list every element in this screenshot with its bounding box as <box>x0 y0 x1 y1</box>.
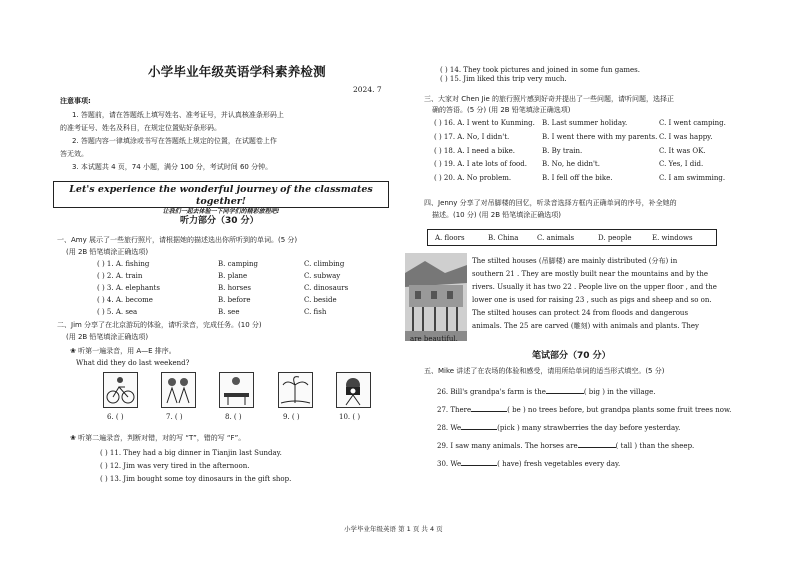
word-option: D. people <box>598 234 632 242</box>
option-b[interactable]: B. see <box>218 308 240 316</box>
passage-line: rivers. Usually it has two 22 . People live on the upper floor , and the <box>472 283 717 291</box>
part2-instruction: 二、Jim 分享了在北京游玩的体验，请听录音，完成任务。(10 分) <box>57 321 262 329</box>
fill-post: ( be ) no trees before, but grandpa plants some fruit trees now. <box>507 406 732 414</box>
option-c[interactable]: C. It was OK. <box>659 147 706 155</box>
option-a[interactable]: ( ) 5. A. sea <box>97 308 138 316</box>
passage-line: animals. The 25 are carved (雕刻) with animals and plants. They <box>472 322 699 330</box>
fill-item <box>437 424 680 433</box>
option-a[interactable]: ( ) 1. A. fishing <box>97 260 150 268</box>
part2-question: What did they do last weekend? <box>76 359 190 367</box>
part2-note: (用 2B 铅笔填涂正确选项) <box>66 333 149 341</box>
part1-instruction: 一、Amy 展示了一些旅行照片，请根据她的描述选出你所听到的单词。(5 分) <box>57 236 298 244</box>
word-option: A. floors <box>435 234 465 242</box>
picture-dinner-icon <box>219 372 254 408</box>
word-option: E. windows <box>652 234 693 242</box>
part1-note: (用 2B 铅笔填涂正确选项) <box>66 248 149 256</box>
fill-post: (pick ) many strawberries the day before yesterday. <box>497 424 681 432</box>
answer-blank[interactable] <box>461 429 497 430</box>
option-b[interactable]: B. Last summer holiday. <box>542 119 628 127</box>
tf-item[interactable]: ( ) 12. Jim was very tired in the afternoon. <box>100 462 250 470</box>
option-b[interactable]: B. I went there with my parents. <box>542 133 658 141</box>
option-a[interactable]: ( ) 18. A. I need a bike. <box>434 147 515 155</box>
fill-post: ( big ) in the village. <box>583 388 656 396</box>
picture-beach-icon <box>278 372 313 408</box>
part2-sub2: ❀ 听第二遍录音，判断对错，对的写 “T”，错的写 “F”。 <box>70 434 246 442</box>
word-option: C. animals <box>537 234 575 242</box>
part4-instruction: 四、Jenny 分享了对吊脚楼的回忆，听录音选择方框内正确单词的序号，补全她的 <box>424 199 677 207</box>
answer-blank[interactable] <box>578 447 616 448</box>
fill-pre: 26. Bill's grandpa's farm is the <box>437 388 546 396</box>
tf-item[interactable]: ( ) 15. Jim liked this trip very much. <box>440 75 567 83</box>
option-a[interactable]: ( ) 17. A. No, I didn't. <box>434 133 510 141</box>
note-line: 1. 答题前，请在答题纸上填写姓名、准考证号，并认真核准条形码上 <box>72 111 284 119</box>
word-option: B. China <box>488 234 519 242</box>
option-c[interactable]: C. dinosaurs <box>304 284 349 292</box>
writing-heading: 笔试部分（70 分） <box>532 351 611 361</box>
option-b[interactable]: B. before <box>218 296 251 304</box>
option-c[interactable]: C. fish <box>304 308 327 316</box>
tf-item[interactable]: ( ) 14. They took pictures and joined in some fun games. <box>440 66 640 74</box>
banner-english: Let's experience the wonderful journey of the classmates together! <box>69 184 373 207</box>
page-footer: 小学毕业年级英语 第 1 页 共 4 页 <box>344 525 443 533</box>
part3-instruction: 三、大家对 Chen Jie 的旅行照片感到好奇并提出了一些问题，请听问题，选择正 <box>424 95 675 103</box>
option-b[interactable]: B. I fell off the bike. <box>542 174 613 182</box>
part5-instruction: 五、Mike 讲述了在农场的体验和感受，请用所给单词的适当形式填空。(5 分) <box>424 367 665 375</box>
option-c[interactable]: C. Yes, I did. <box>659 160 704 168</box>
fill-item <box>437 388 656 397</box>
fill-item <box>437 442 694 451</box>
word-bank-box <box>427 229 717 246</box>
fill-pre: 29. I saw many animals. The horses are <box>437 442 578 450</box>
tf-item[interactable]: ( ) 11. They had a big dinner in Tianjin last Sunday. <box>100 449 282 457</box>
option-a[interactable]: ( ) 3. A. elephants <box>97 284 160 292</box>
part3-instruction-cont: 确的答语。(5 分) (用 2B 铅笔填涂正确选项) <box>432 106 571 114</box>
option-b[interactable]: B. No, he didn't. <box>542 160 600 168</box>
fill-pre: 28. We <box>437 424 462 432</box>
picture-friends-icon <box>161 372 196 408</box>
part2-sub1: ❀ 听第一遍录音，用 A—E 排序。 <box>70 347 176 355</box>
answer-blank[interactable] <box>471 411 507 412</box>
listening-heading: 听力部分（30 分） <box>180 216 259 226</box>
fill-post: ( have) fresh vegetables every day. <box>497 460 621 468</box>
option-a[interactable]: ( ) 20. A. No problem. <box>434 174 512 182</box>
answer-blank[interactable] <box>461 465 497 466</box>
option-c[interactable]: C. I went camping. <box>659 119 726 127</box>
exam-date: 2024. 7 <box>353 85 382 94</box>
passage-line: lower one is used for raising 23 , such as pigs and sheep and so on. <box>472 296 712 304</box>
option-b[interactable]: B. By train. <box>542 147 583 155</box>
option-c[interactable]: C. subway <box>304 272 341 280</box>
option-a[interactable]: ( ) 2. A. train <box>97 272 143 280</box>
option-a[interactable]: ( ) 16. A. I went to Kunming. <box>434 119 535 127</box>
note-line: 2. 答题内容一律填涂或书写在答题纸上规定的位置，在试题卷上作 <box>72 137 277 145</box>
option-a[interactable]: ( ) 19. A. I ate lots of food. <box>434 160 527 168</box>
option-c[interactable]: C. I was happy. <box>659 133 713 141</box>
passage-line: are beautiful. <box>410 335 458 343</box>
option-c[interactable]: C. climbing <box>304 260 345 268</box>
option-b[interactable]: B. camping <box>218 260 259 268</box>
tf-item[interactable]: ( ) 13. Jim bought some toy dinosaurs in the gift shop. <box>100 475 292 483</box>
fill-pre: 27. There <box>437 406 472 414</box>
note-line: 3. 本试题共 4 页，74 小题，满分 100 分，考试时间 60 分钟。 <box>72 163 273 171</box>
fill-post: ( tall ) than the sheep. <box>615 442 695 450</box>
pic-answer-7[interactable]: 7. ( ) <box>166 413 183 421</box>
option-c[interactable]: C. I am swimming. <box>659 174 726 182</box>
part4-instruction-cont: 描述。(10 分) (用 2B 铅笔填涂正确选项) <box>432 211 561 219</box>
pic-answer-10[interactable]: 10. ( ) <box>339 413 361 421</box>
banner-chinese: 让我们一起去体验一下同学们的精彩旅程吧! <box>162 208 280 215</box>
stilted-house-photo <box>405 253 467 341</box>
theme-banner <box>53 181 389 215</box>
fill-item <box>437 460 620 469</box>
note-line: 的准考证号、姓名及科目，在规定位置贴好条形码。 <box>60 124 221 132</box>
answer-blank[interactable] <box>546 393 584 394</box>
option-b[interactable]: B. plane <box>218 272 248 280</box>
passage-line: The stilted houses can protect 24 from floods and dangerous <box>472 309 689 317</box>
pic-answer-6[interactable]: 6. ( ) <box>107 413 124 421</box>
picture-bike-icon <box>103 372 138 408</box>
picture-camera-icon <box>336 372 371 408</box>
passage-line: southern 21 . They are mostly built near the mountains and by the <box>472 270 709 278</box>
option-c[interactable]: C. beside <box>304 296 337 304</box>
fill-pre: 30. We <box>437 460 462 468</box>
option-a[interactable]: ( ) 4. A. become <box>97 296 153 304</box>
pic-answer-9[interactable]: 9. ( ) <box>283 413 300 421</box>
option-b[interactable]: B. horses <box>218 284 251 292</box>
passage-line: The stilted houses (吊脚楼) are mainly distributed (分布) in <box>472 257 678 265</box>
note-line: 答无效。 <box>60 150 88 158</box>
page-title: 小学毕业年级英语学科素养检测 <box>148 64 326 79</box>
notes-heading: 注意事项: <box>60 97 91 105</box>
fill-item <box>437 406 731 415</box>
pic-answer-8[interactable]: 8. ( ) <box>225 413 242 421</box>
